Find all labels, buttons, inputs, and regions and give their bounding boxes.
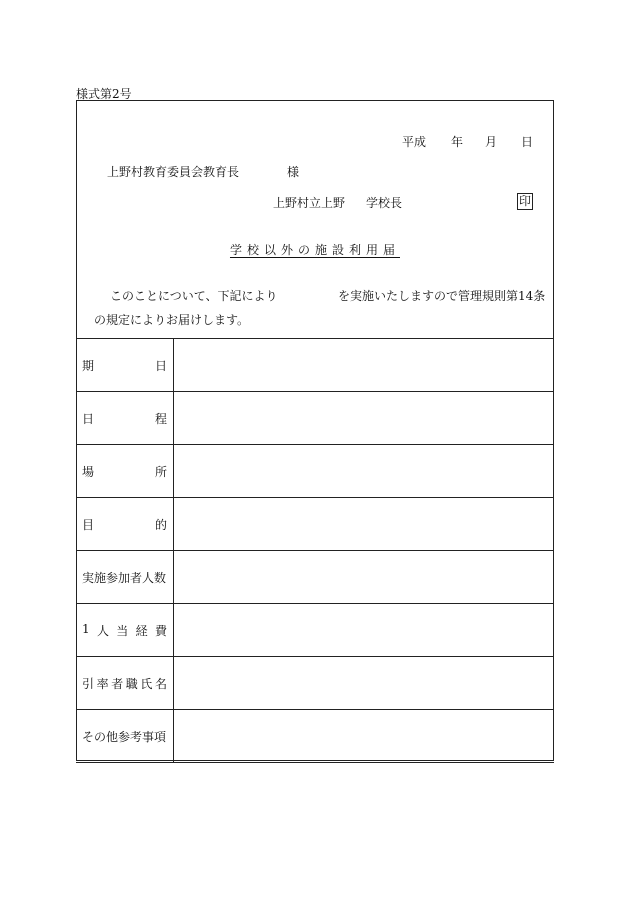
row-label-text: 程	[154, 411, 167, 426]
row-label-text: 日	[154, 358, 167, 373]
table-row	[76, 551, 554, 604]
details-table	[76, 338, 554, 763]
row-label-text: 氏	[140, 676, 153, 691]
row-value-field[interactable]	[174, 392, 555, 445]
date-day-label: 日	[521, 135, 534, 149]
row-label	[76, 551, 174, 604]
row-label-text: 職	[125, 676, 138, 691]
row-label	[76, 498, 174, 551]
row-label	[76, 710, 174, 763]
row-label-text: 率	[96, 676, 109, 691]
row-label	[76, 657, 174, 710]
row-label	[76, 604, 174, 657]
table-row	[76, 445, 554, 498]
row-value-field[interactable]	[174, 604, 555, 657]
form-number: 様式第2号	[76, 87, 132, 101]
row-value-field[interactable]	[174, 498, 555, 551]
row-label	[76, 445, 174, 498]
addressee-title: 上野村教育委員会教育長	[107, 165, 240, 179]
table-row	[76, 710, 554, 763]
row-label-text: 日	[82, 411, 95, 426]
row-label-text: 当	[116, 623, 129, 638]
row-label-text: 的	[154, 517, 167, 532]
row-label-text: 者	[111, 676, 124, 691]
date-month-label: 月	[485, 135, 498, 149]
row-value-field[interactable]	[174, 657, 555, 710]
row-value-field[interactable]	[174, 339, 555, 392]
row-label-text: その他参考事項	[82, 729, 167, 744]
row-value-field[interactable]	[174, 710, 555, 763]
body-text-line1-continued: を実施いたしますので管理規則第14条	[338, 289, 546, 303]
sender-school: 上野村立上野	[273, 196, 346, 210]
table-row	[76, 392, 554, 445]
row-label-text: 目	[82, 517, 95, 532]
row-label	[76, 392, 174, 445]
table-row	[76, 498, 554, 551]
row-label-text: 名	[154, 676, 167, 691]
row-value-field[interactable]	[174, 551, 555, 604]
row-label-text: 場	[82, 464, 95, 479]
document-title: 学校以外の施設利用届	[229, 243, 400, 257]
sender-position: 学校長	[366, 196, 403, 210]
row-label-text: 実施参加者人数	[82, 570, 167, 585]
row-label-text: 経	[135, 623, 148, 638]
row-label-text: 期	[82, 358, 95, 373]
date-year-label: 年	[451, 135, 464, 149]
table-row	[76, 657, 554, 710]
row-label-text: 所	[154, 464, 167, 479]
seal-mark: 印	[519, 194, 532, 208]
row-label	[76, 339, 174, 392]
row-value-field[interactable]	[174, 445, 555, 498]
addressee-honorific: 様	[287, 165, 300, 179]
body-text-line1: このことについて、下記により	[110, 289, 278, 303]
row-label-text: 1	[82, 621, 90, 636]
row-label-text: 引	[82, 676, 95, 691]
table-row	[76, 604, 554, 657]
row-label-text: 費	[154, 623, 167, 638]
row-label-text: 人	[96, 623, 109, 638]
table-row	[76, 339, 554, 392]
body-text-line2: の規定によりお届けします。	[94, 313, 250, 327]
date-era: 平成	[402, 135, 427, 149]
